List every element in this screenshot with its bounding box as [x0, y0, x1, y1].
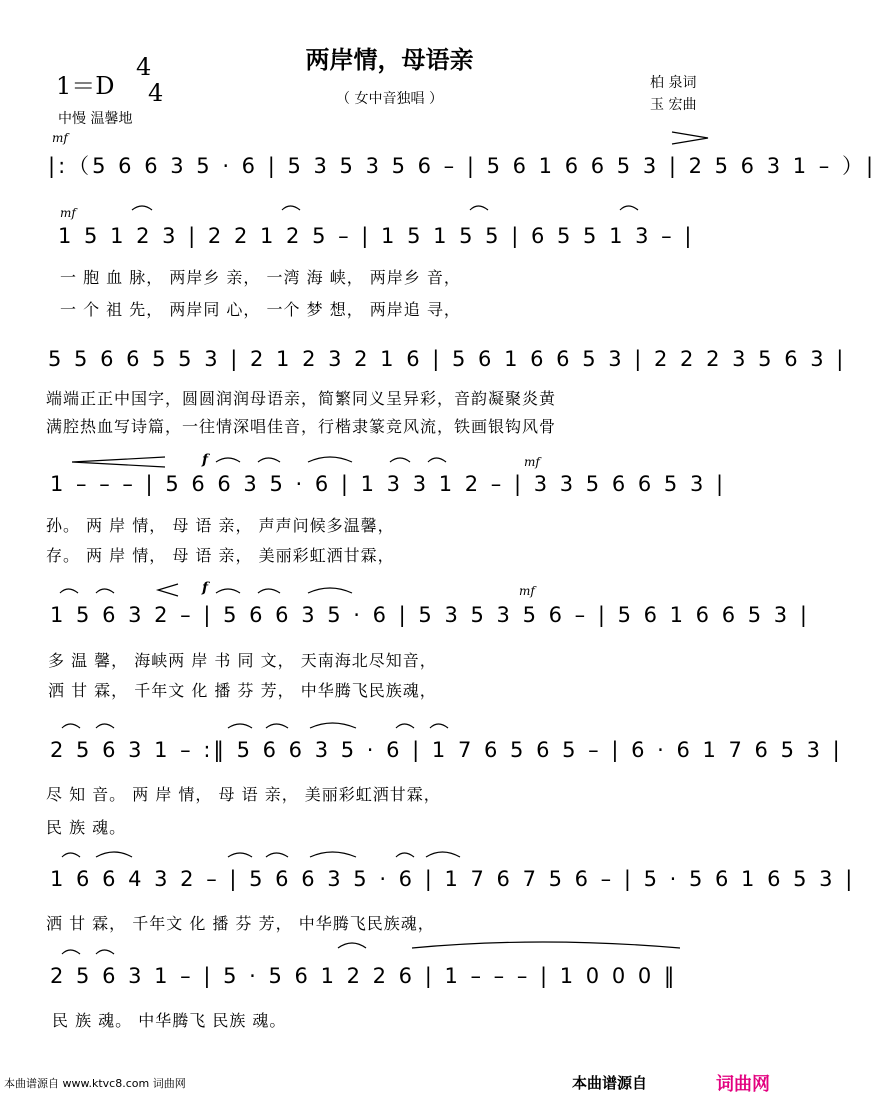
- slur-mark: [96, 589, 114, 593]
- slur-mark: [308, 457, 352, 462]
- lyricist-credit: 柏 泉词: [650, 75, 697, 91]
- dynamic-f: f: [202, 580, 209, 596]
- slur-mark: [338, 943, 366, 948]
- slur-mark: [228, 853, 252, 857]
- slur-mark: [430, 724, 448, 728]
- slur-mark: [470, 206, 488, 210]
- lyric-verse-1: 民 族 魂。 中华腾飞 民族 魂。: [52, 1011, 287, 1030]
- lyric-verse-1: 一 胞 血 脉， 两岸乡 亲， 一湾 海 峡， 两岸乡 音，: [60, 268, 461, 287]
- notation-line-8: 2 5 6 3 1 – | 5 · 5 6 1 2 2 6 | 1 – – – | 1 0 0 0 ‖: [50, 964, 678, 988]
- composer-credit: 玉 宏曲: [650, 97, 697, 113]
- slur-mark: [258, 589, 280, 593]
- slur-mark: [62, 853, 80, 857]
- lyric-verse-2: 满腔热血写诗篇，一往情深唱佳音，行楷隶篆竞风流，铁画银钩风骨: [46, 417, 557, 436]
- notation-line-1: |:（5 6 6 3 5 · 6 | 5 3 5 3 5 6 – | 5 6 1 6 6 5 3 | 2 5 6 3 1 – ）|: [48, 154, 876, 178]
- notation-line-5: 1 5 6 3 2 – | 5 6 6 3 5 · 6 | 5 3 5 3 5 6 – | 5 6 1 6 6 5 3 |: [50, 603, 810, 627]
- dynamic-mf: mf: [52, 131, 68, 145]
- slur-mark: [282, 206, 300, 210]
- slur-mark: [216, 458, 240, 462]
- slur-mark: [396, 724, 414, 728]
- slur-mark: [132, 206, 152, 210]
- slur-mark: [216, 589, 240, 593]
- tempo-marking: 中慢 温馨地: [58, 111, 133, 127]
- notation-line-3: 5 5 6 6 5 5 3 | 2 1 2 3 2 1 6 | 5 6 1 6 6 5 3 | 2 2 2 3 5 6 3 |: [48, 347, 847, 371]
- dynamic-mf: mf: [524, 455, 540, 469]
- slur-mark: [620, 206, 638, 210]
- song-subtitle: （ 女中音独唱 ）: [336, 91, 443, 107]
- slur-mark: [428, 458, 446, 462]
- lyric-verse-1: 洒 甘 霖， 千年文 化 播 芬 芳， 中华腾飞民族魂，: [46, 914, 435, 933]
- lyric-verse-2: 存。 两 岸 情， 母 语 亲， 美丽彩虹洒甘霖，: [46, 546, 395, 565]
- time-signature-top: 4: [136, 53, 152, 81]
- lyric-verse-2: 洒 甘 霖， 千年文 化 播 芬 芳， 中华腾飞民族魂，: [48, 681, 437, 700]
- time-signature-bottom: 4: [148, 79, 164, 107]
- slur-mark: [266, 724, 288, 728]
- slur-mark: [310, 723, 356, 728]
- notation-line-2: 1 5 1 2 3 | 2 2 1 2 5 – | 1 5 1 5 5 | 6 5 5 1 3 – |: [58, 224, 695, 248]
- slur-mark: [96, 724, 114, 728]
- slur-mark: [96, 950, 114, 954]
- dynamic-mf: mf: [519, 584, 535, 598]
- dynamic-f: f: [202, 452, 209, 468]
- dynamic-mf: mf: [60, 206, 76, 220]
- slur-mark: [258, 458, 280, 462]
- slur-mark: [62, 950, 80, 954]
- notation-line-7: 1 6 6 4 3 2 – | 5 6 6 3 5 · 6 | 1 7 6 7 5 6 – | 5 · 5 6 1 6 5 3 |: [50, 867, 856, 891]
- slur-mark: [412, 942, 680, 948]
- slur-mark: [60, 589, 78, 593]
- lyric-verse-1: 孙。 两 岸 情， 母 语 亲， 声声问候多温馨，: [46, 516, 395, 535]
- crescendo-hairpin: [672, 132, 708, 144]
- notation-line-6: 2 5 6 3 1 – :‖ 5 6 6 3 5 · 6 | 1 7 6 5 6 5 – | 6 · 6 1 7 6 5 3 |: [50, 738, 843, 762]
- slur-mark: [96, 852, 132, 857]
- slur-mark: [310, 852, 356, 857]
- lyric-verse-2: 民 族 魂。: [46, 818, 127, 837]
- slur-mark: [396, 853, 414, 857]
- slur-mark: [228, 724, 252, 728]
- decrescendo-hairpin: [72, 457, 165, 467]
- lyric-verse-1: 尽 知 音。 两 岸 情， 母 语 亲， 美丽彩虹洒甘霖，: [46, 785, 441, 804]
- lyric-verse-1: 多 温 馨， 海峡两 岸 书 同 文， 天南海北尽知音，: [48, 651, 437, 670]
- song-title: 两岸情，母语亲: [305, 45, 474, 74]
- slur-mark: [308, 588, 352, 593]
- notation-line-4: 1 – – – | 5 6 6 3 5 · 6 | 1 3 3 1 2 – | 3 3 5 6 6 5 3 |: [50, 472, 727, 496]
- site-logo-text: 词曲网: [716, 1074, 770, 1095]
- slur-mark: [426, 852, 460, 857]
- footer-source-text: 本曲谱源自 www.ktvc8.com 词曲网: [4, 1077, 186, 1090]
- lyric-verse-1: 端端正正中国字，圆圆润润母语亲，简繁同义呈异彩，音韵凝聚炎黄: [46, 389, 557, 408]
- footer-source-label: 本曲谱源自: [572, 1074, 648, 1092]
- lyric-verse-2: 一 个 祖 先， 两岸同 心， 一个 梦 想， 两岸追 寻，: [60, 300, 461, 319]
- crescendo-hairpin: [158, 584, 178, 596]
- key-signature: 1＝D: [56, 72, 115, 100]
- slur-mark: [62, 724, 80, 728]
- slur-mark: [390, 458, 410, 462]
- slur-mark: [266, 853, 288, 857]
